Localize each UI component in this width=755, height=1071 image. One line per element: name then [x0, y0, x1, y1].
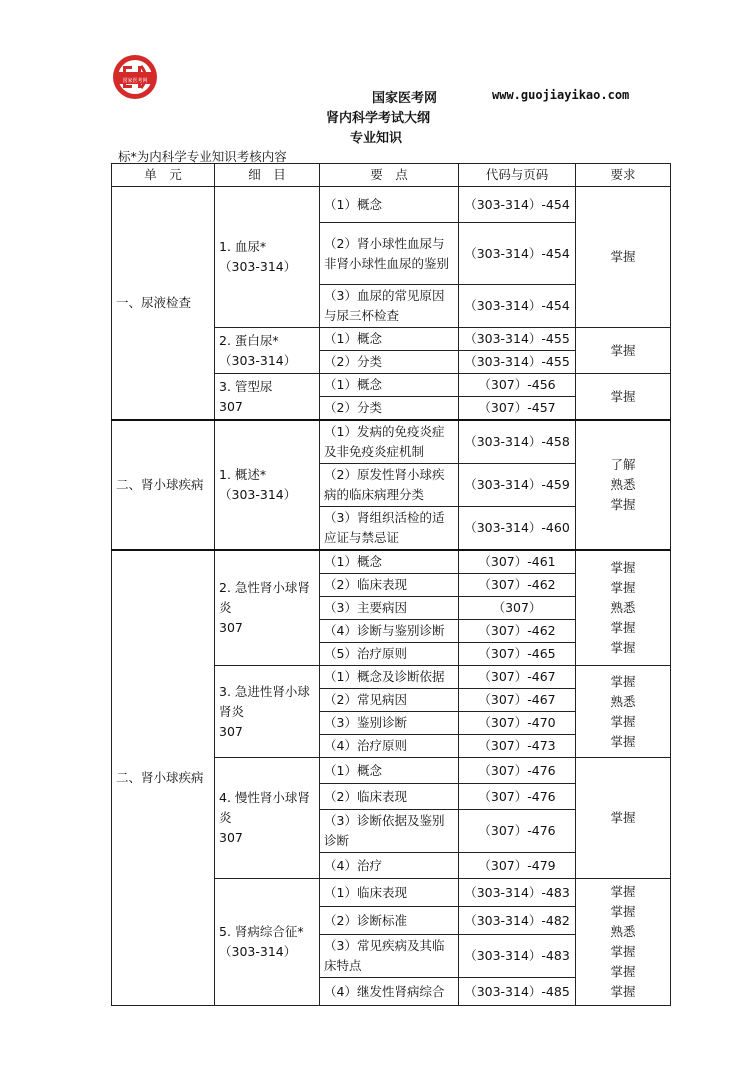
requirement-level: 掌握 [610, 673, 636, 689]
point-cell: （1）临床表现 [320, 879, 459, 907]
point-cell: （1）概念及诊断依据 [320, 666, 459, 689]
header-point: 要 点 [320, 164, 459, 187]
code-cell: （307）-467 [459, 689, 576, 712]
point-cell: （4）继发性肾病综合 [320, 978, 459, 1006]
requirement-cell [576, 187, 671, 328]
point-cell: （3）血尿的常见原因与尿三杯检查 [320, 285, 459, 328]
code-cell: （307）-476 [459, 784, 576, 810]
header-code: 代码与页码 [459, 164, 576, 187]
requirement-cell [576, 328, 671, 374]
code-cell: （307）-479 [459, 853, 576, 879]
requirement-level: 掌握 [610, 964, 636, 979]
requirement-level: 掌握 [610, 620, 636, 635]
requirement-cell [576, 879, 671, 1006]
table-row [112, 187, 671, 223]
code-cell: （307）-473 [459, 735, 576, 758]
table-note: 标*为内科学专业知识考核内容 [118, 149, 287, 164]
requirement-level: 熟悉 [610, 924, 636, 939]
point-cell: （2）原发性肾小球疾病的临床病理分类 [320, 464, 459, 507]
point-cell: （4）治疗原则 [320, 735, 459, 758]
code-cell: （303-314）-454 [459, 223, 576, 285]
requirement-level: 掌握 [610, 904, 636, 919]
code-cell: （307）-476 [459, 758, 576, 784]
requirement-cell [576, 550, 671, 666]
code-cell: （307）-461 [459, 550, 576, 574]
page-title: 肾内科学考试大纲 [326, 111, 431, 126]
point-cell: （1）概念 [320, 758, 459, 784]
site-url[interactable]: www.guojiayikao.com [492, 88, 630, 102]
point-cell: （5）治疗原则 [320, 643, 459, 666]
requirement-level: 掌握 [610, 640, 636, 655]
point-cell: （1）概念 [320, 187, 459, 223]
point-cell: （2）诊断标准 [320, 907, 459, 935]
code-cell: （303-314）-458 [459, 420, 576, 464]
requirement-cell [576, 374, 671, 421]
point-cell: （1）概念 [320, 374, 459, 397]
point-cell: （3）诊断依据及鉴别诊断 [320, 810, 459, 853]
point-cell: （2）临床表现 [320, 574, 459, 597]
code-cell: （307）-456 [459, 374, 576, 397]
requirement-level: 掌握 [610, 560, 636, 575]
code-cell: （303-314）-455 [459, 351, 576, 374]
code-cell: （303-314）-460 [459, 507, 576, 551]
requirement-level: 掌握 [610, 580, 636, 595]
table-row [112, 550, 671, 574]
code-cell: （307）-476 [459, 810, 576, 853]
page-subtitle: 专业知识 [350, 131, 403, 146]
requirement-level: 掌握 [610, 497, 636, 512]
point-cell: （2）肾小球性血尿与非肾小球性血尿的鉴别 [320, 223, 459, 285]
item-cell: 3. 管型尿 307 [215, 374, 320, 421]
point-cell: （4）诊断与鉴别诊断 [320, 620, 459, 643]
table-header-row [112, 164, 671, 187]
point-cell: （4）治疗 [320, 853, 459, 879]
site-name: 国家医考网 [372, 91, 438, 106]
requirement-level: 熟悉 [610, 600, 636, 615]
code-cell: （307） [459, 597, 576, 620]
point-cell: （3）常见疾病及其临床特点 [320, 935, 459, 978]
unit-cell: 一、尿液检查 [112, 187, 215, 421]
requirement-level: 掌握 [610, 388, 636, 404]
item-cell: 2. 急性肾小球肾炎 307 [215, 550, 320, 666]
unit-cell: 二、肾小球疾病 [112, 420, 215, 550]
requirement-cell [576, 666, 671, 758]
point-cell: （2）临床表现 [320, 784, 459, 810]
point-cell: （3）肾组织活检的适应证与禁忌证 [320, 507, 459, 551]
requirement-level: 掌握 [610, 713, 636, 729]
requirement-level: 掌握 [610, 984, 636, 999]
item-cell: 2. 蛋白尿* （303-314） [215, 328, 320, 374]
unit-cell: 二、肾小球疾病 [112, 550, 215, 1006]
header-unit: 单 元 [112, 164, 215, 187]
point-cell: （2）分类 [320, 351, 459, 374]
item-cell: 3. 急进性肾小球肾炎 307 [215, 666, 320, 758]
code-cell: （307）-465 [459, 643, 576, 666]
code-cell: （303-314）-485 [459, 978, 576, 1006]
code-cell: （307）-470 [459, 712, 576, 735]
point-cell: （2）分类 [320, 397, 459, 421]
point-cell: （3）主要病因 [320, 597, 459, 620]
requirement-level: 了解 [610, 457, 636, 472]
code-cell: （307）-462 [459, 620, 576, 643]
requirement-level: 掌握 [610, 810, 636, 825]
code-cell: （303-314）-483 [459, 879, 576, 907]
requirement-cell [576, 420, 671, 550]
code-cell: （307）-457 [459, 397, 576, 421]
point-cell: （2）常见病因 [320, 689, 459, 712]
code-cell: （307）-467 [459, 666, 576, 689]
requirement-level: 熟悉 [610, 693, 636, 709]
code-cell: （303-314）-455 [459, 328, 576, 351]
point-cell: （3）鉴别诊断 [320, 712, 459, 735]
code-cell: （303-314）-482 [459, 907, 576, 935]
item-cell: 1. 血尿* （303-314） [215, 187, 320, 328]
logo-seal-icon [110, 52, 160, 102]
point-cell: （1）发病的免疫炎症及非免疫炎症机制 [320, 420, 459, 464]
requirement-cell [576, 758, 671, 879]
requirement-level: 掌握 [610, 733, 636, 749]
point-cell: （1）概念 [320, 550, 459, 574]
item-cell: 5. 肾病综合征* （303-314） [215, 879, 320, 1006]
code-cell: （307）-462 [459, 574, 576, 597]
logo-text: 国家医考网 [122, 78, 148, 84]
requirement-level: 掌握 [610, 249, 636, 264]
item-cell: 4. 慢性肾小球肾炎 307 [215, 758, 320, 879]
code-cell: （303-314）-454 [459, 187, 576, 223]
item-cell: 1. 概述* （303-314） [215, 420, 320, 550]
requirement-level: 熟悉 [610, 477, 636, 492]
header-requirement: 要求 [576, 164, 671, 187]
requirement-level: 掌握 [610, 342, 636, 358]
code-cell: （303-314）-459 [459, 464, 576, 507]
requirement-level: 掌握 [610, 944, 636, 959]
requirement-level: 掌握 [610, 884, 636, 899]
code-cell: （303-314）-454 [459, 285, 576, 328]
code-cell: （303-314）-483 [459, 935, 576, 978]
header-item: 细 目 [215, 164, 320, 187]
point-cell: （1）概念 [320, 328, 459, 351]
syllabus-table [111, 163, 671, 1006]
table-row [112, 420, 671, 464]
